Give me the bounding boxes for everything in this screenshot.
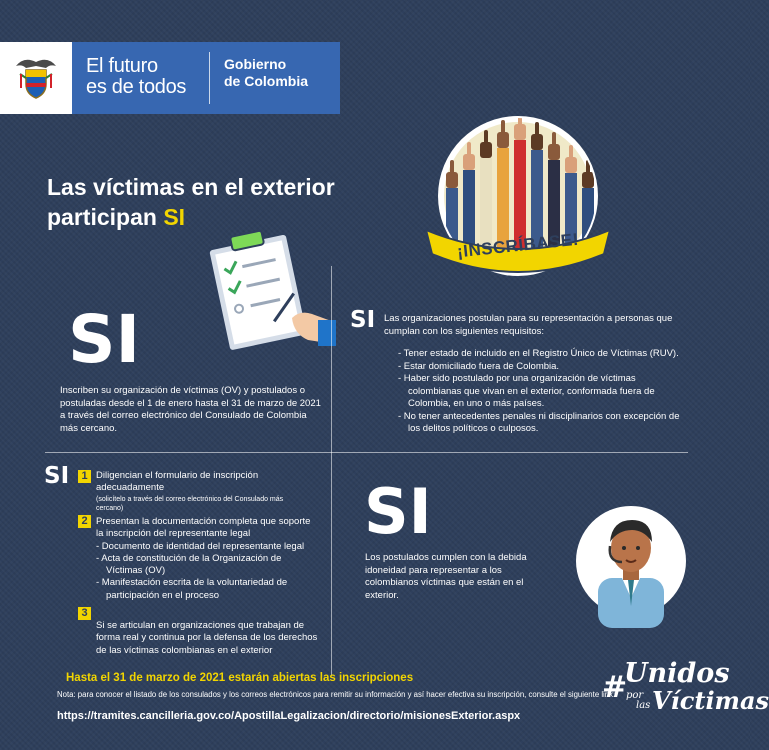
colombia-coat-of-arms-icon (10, 52, 62, 104)
si-top-left: SI (68, 301, 141, 378)
step-2-number: 2 (78, 515, 91, 528)
slogan-line-1: El futuro (86, 55, 158, 77)
si-bottom-left: SI (44, 463, 70, 489)
si-bottom-right: SI (364, 475, 432, 548)
step-2 (96, 516, 318, 602)
requirements-list (398, 348, 690, 436)
si-top-right: SI (350, 307, 376, 333)
step-2-item: - Acta de constitución de la Organización de Víctimas (OV) (96, 552, 282, 577)
title-highlight: SI (163, 204, 186, 230)
block-right-intro: Las organizaciones postulan para su representación a personas que cumplan con los siguientes requisitos: (384, 313, 673, 337)
step-2-text: Presentan la documentación completa que soporte la inscripción del representante legal (96, 516, 311, 540)
consular-agent-avatar-icon (576, 506, 686, 616)
step-2-item: - Documento de identidad del representante legal (96, 540, 305, 552)
hashtag-word-3: las (636, 700, 651, 711)
step-1-text: Diligencian el formulario de inscripción adecuadamente (96, 470, 259, 494)
step-1-note: (solicítelo a través del correo electrónico del Consulado más cercano) (96, 495, 284, 512)
slogan-line-2: es de todos (86, 76, 187, 98)
block-left-text: Inscriben su organización de víctimas (OV) y postulados o postuladas desde el 1 de enero hasta el 31 de marzo de 2021 a través del correo electrónico del Consulado de Colombia más cercano. (60, 385, 321, 434)
hashtag-word-1: Unidos (624, 658, 730, 689)
title-line-2-prefix: participan (47, 204, 164, 230)
requirement-item: - Tener estado de incluido en el Registro Único de Víctimas (RUV). (398, 348, 679, 359)
title-line-1: Las víctimas en el exterior (47, 174, 335, 200)
requirement-item: - No tener antecedentes penales ni disciplinarios con excepción de los delitos políticos o culposos. (398, 410, 680, 434)
step-1-number: 1 (78, 470, 91, 483)
hand-with-pen-icon (278, 288, 338, 348)
hashtag-word-4: Víctimas (652, 686, 769, 715)
register-badge-label: ¡INSCRÍBASE! (456, 229, 580, 262)
gov-line-1: Gobierno (224, 56, 287, 72)
step-1 (96, 470, 301, 513)
deadline-notice: Hasta el 31 de marzo de 2021 estarán abiertas las inscripciones (66, 672, 414, 684)
brand-header (0, 42, 340, 114)
vertical-divider (331, 266, 332, 676)
clipboard-illustration (200, 228, 335, 356)
consulates-link[interactable]: https://tramites.cancilleria.gov.co/ApostillaLegalizacion/directorio/misionesExterior.aspx (57, 710, 521, 722)
step-3-number: 3 (78, 607, 91, 620)
horizontal-divider (45, 452, 688, 453)
register-badge (418, 118, 618, 278)
hashtag-word-2: por (626, 690, 644, 701)
coat-of-arms-container (0, 42, 72, 114)
hashtag-symbol: # (602, 670, 628, 705)
requirement-item: - Haber sido postulado por una organización de víctimas colombianas que vivan en el exterior, conformada fuera de Colombia, en uno o más países. (398, 373, 655, 409)
footer-note: Nota: para conocer el listado de los consulados y los correos electrónicos para remitir su información y así hacer efectiva su inscripción, consulte el siguiente link: (57, 690, 616, 699)
slogan (72, 52, 210, 104)
block-bottom-right-text: Los postulados cumplen con la debida idoneidad para representar a los colombianos víctimas que están en el exterior. (365, 552, 527, 601)
page-title (47, 172, 387, 232)
gov-line-2: de Colombia (224, 73, 309, 89)
consular-agent-avatar (576, 506, 686, 616)
step-3-text: Si se articulan en organizaciones que trabajan de forma real y continua por la defensa de los derechos de las víctimas colombianas en el exterior (96, 620, 318, 656)
unidos-por-las-victimas-logo (602, 656, 769, 718)
requirement-item: - Estar domiciliado fuera de Colombia. (398, 360, 560, 372)
government-label (210, 42, 308, 114)
step-2-item: - Manifestación escrita de la voluntariedad de participación en el proceso (96, 577, 288, 601)
